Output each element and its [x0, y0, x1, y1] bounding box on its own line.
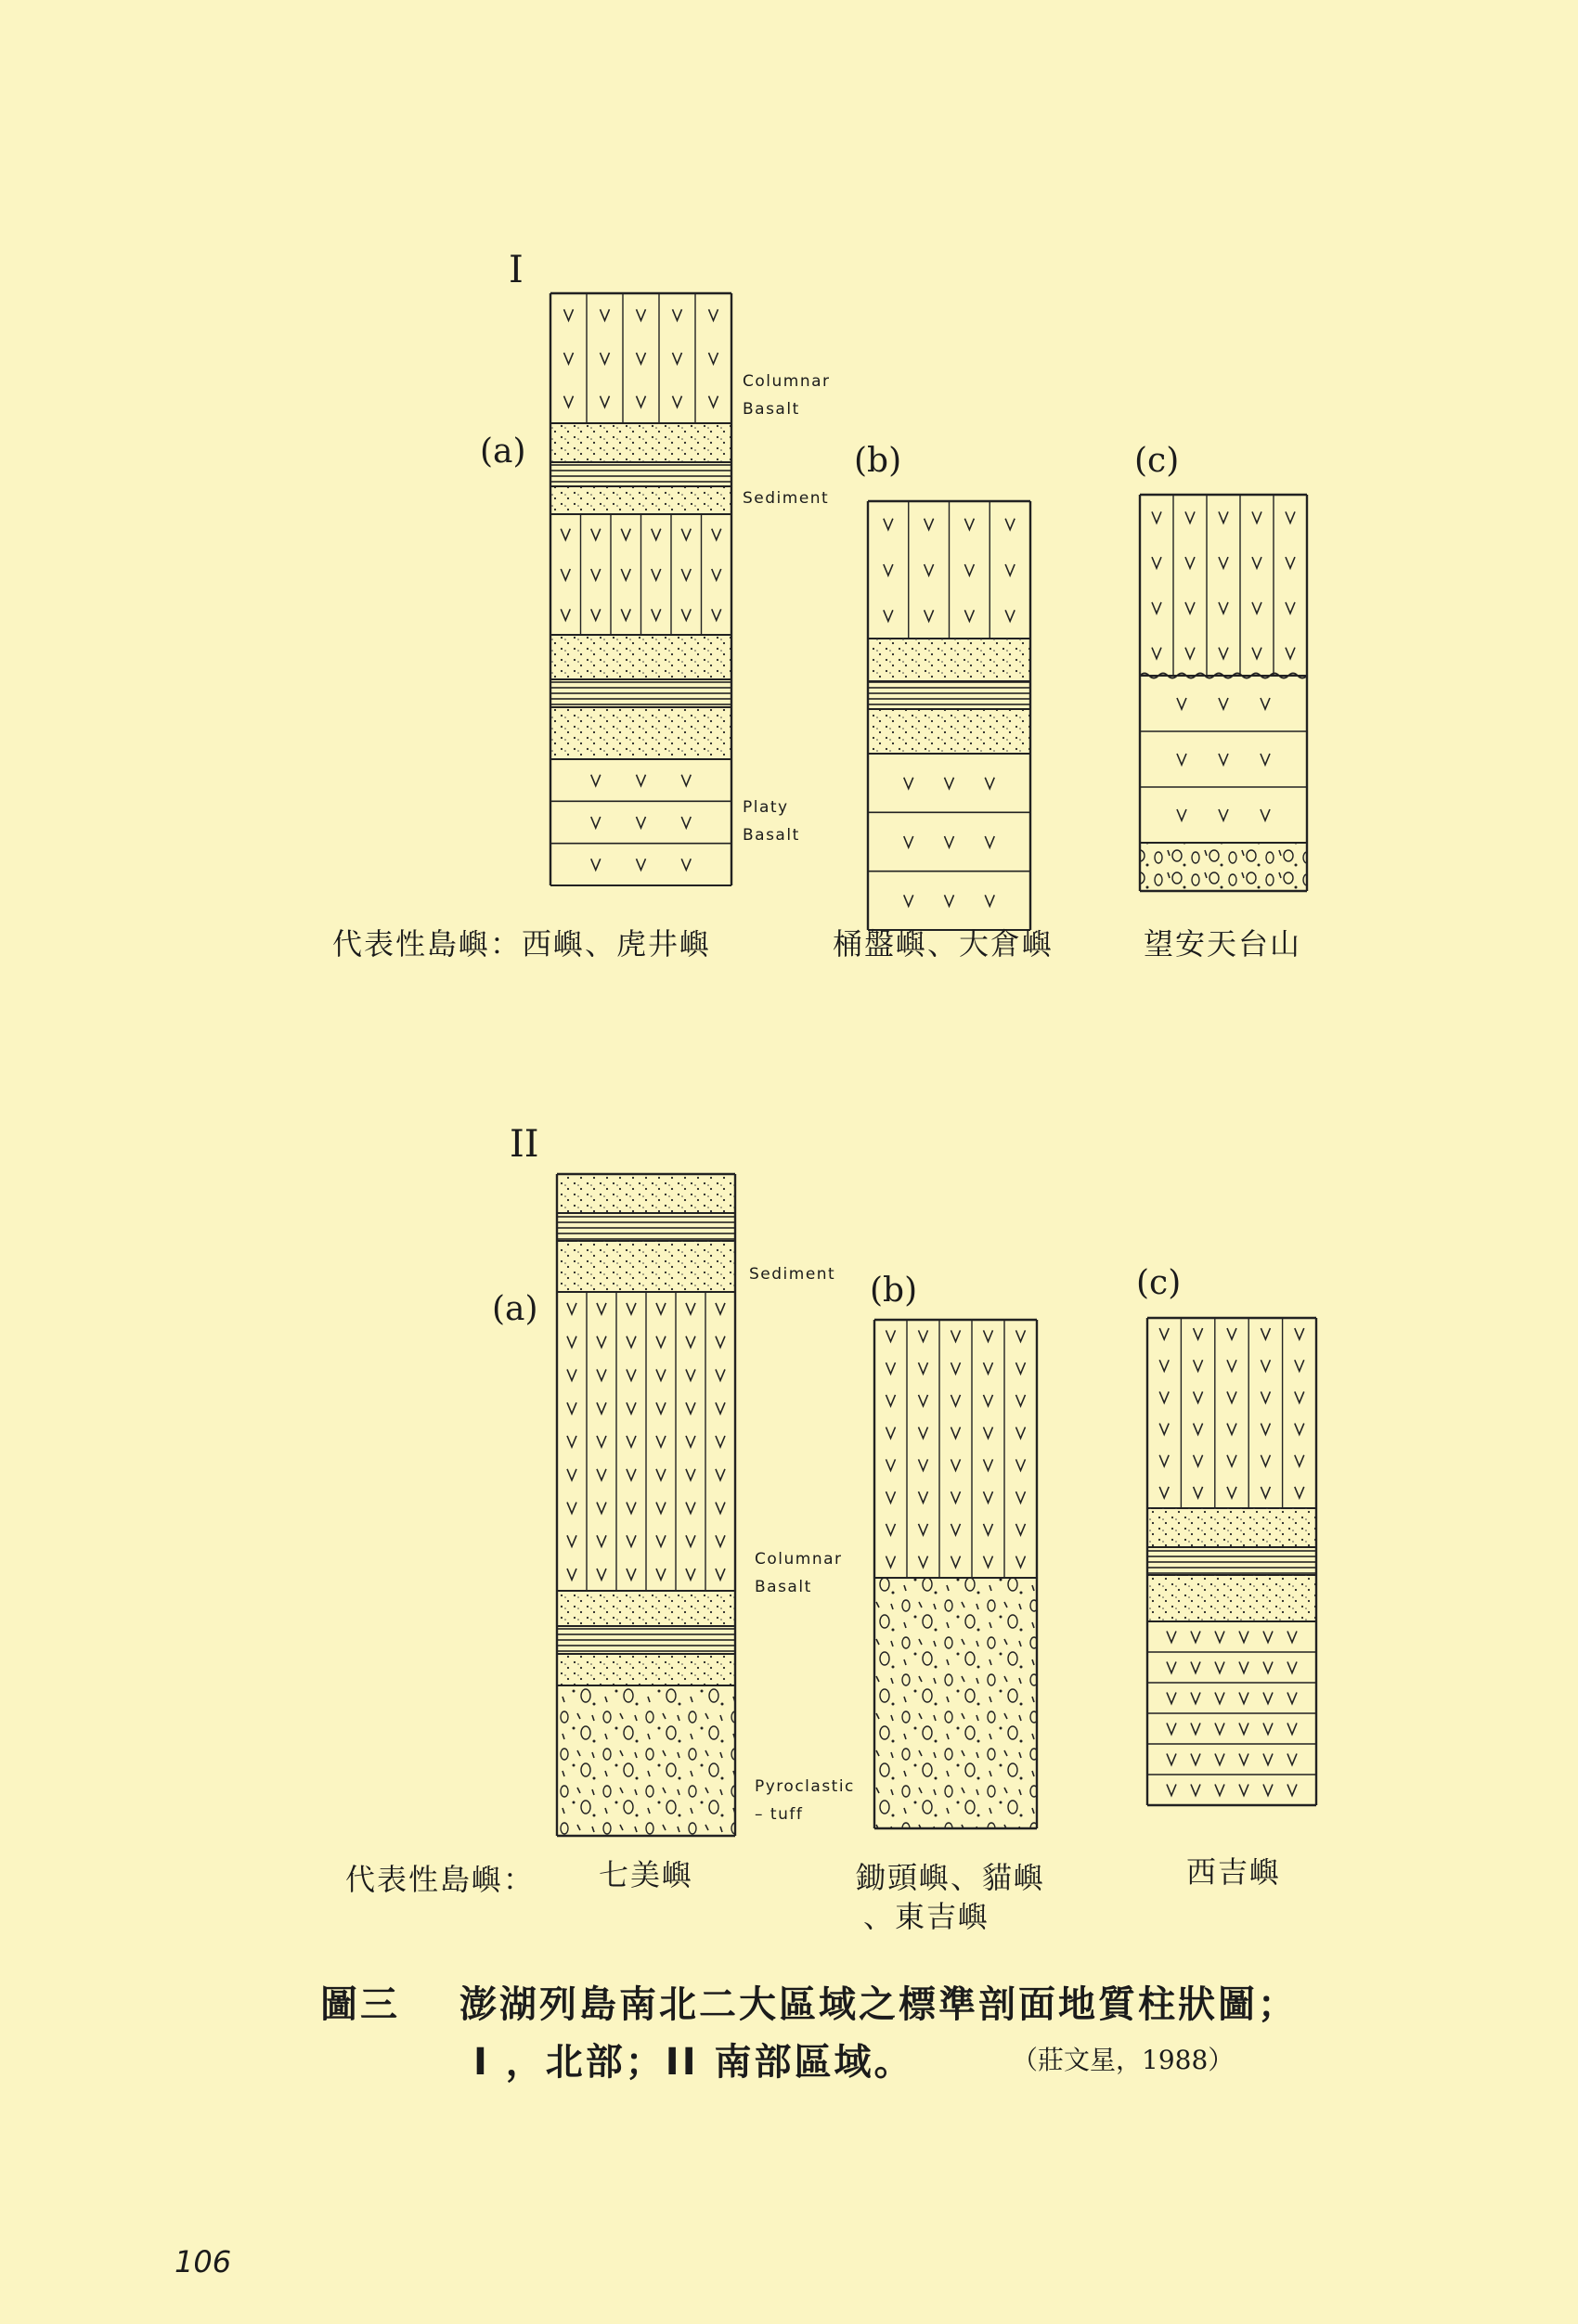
- figure-title-line2: I ，北部；II 南部區域。: [473, 2041, 914, 2084]
- group-ii-col-a-label: (a): [492, 1290, 538, 1328]
- group-i-roman: I: [509, 249, 524, 291]
- group-i-sediment-label: Sediment: [743, 489, 830, 508]
- group-ii-col-b-label: (b): [870, 1272, 918, 1310]
- figure-title-line1: 澎湖列島南北二大區域之標準剖面地質柱狀圖；: [459, 1983, 1298, 2026]
- column-i-a: [550, 293, 731, 885]
- figure-source: （莊文星，1988）: [1012, 2045, 1235, 2075]
- column-ii-b: [874, 1320, 1037, 1828]
- column-ii-a: [557, 1174, 735, 1836]
- column-i-c: [1140, 495, 1307, 891]
- group-i-representative-c: 望安天台山: [1144, 926, 1302, 962]
- page-number: 106: [175, 2244, 232, 2279]
- group-i-col-c-label: (c): [1134, 442, 1180, 480]
- figure-label: 圖三: [320, 1983, 400, 2026]
- group-i-columnar-basalt-label: Columnar Basalt: [743, 372, 831, 419]
- group-ii-roman: II: [510, 1123, 539, 1166]
- column-i-b: [868, 501, 1030, 930]
- group-i-representative-a: 代表性島嶼：西嶼、虎井嶼: [332, 926, 712, 962]
- group-ii-col-c-label: (c): [1136, 1264, 1182, 1302]
- group-i-col-a-label: (a): [480, 433, 526, 471]
- group-ii-representative-b: 鋤頭嶼、貓嶼: [856, 1860, 1046, 1895]
- columns-layer: [550, 293, 1316, 1836]
- column-ii-c: [1147, 1318, 1316, 1805]
- group-ii-representative-a: 七美嶼: [599, 1857, 694, 1892]
- group-i-col-b-label: (b): [854, 442, 902, 480]
- group-i-representative-b: 桶盤嶼、大倉嶼: [833, 926, 1054, 962]
- group-ii-representative-b-line2: 、東吉嶼: [863, 1899, 990, 1934]
- group-i-platy-basalt-label: Platy Basalt: [743, 798, 800, 845]
- group-ii-representative-prefix: 代表性島嶼：: [345, 1862, 536, 1897]
- group-ii-representative-c: 西吉嶼: [1186, 1854, 1282, 1890]
- group-ii-pyroclastic-tuff-label: Pyroclastic – tuff: [755, 1777, 855, 1824]
- group-ii-columnar-basalt-label: Columnar Basalt: [755, 1550, 843, 1596]
- group-ii-sediment-label: Sediment: [749, 1265, 836, 1284]
